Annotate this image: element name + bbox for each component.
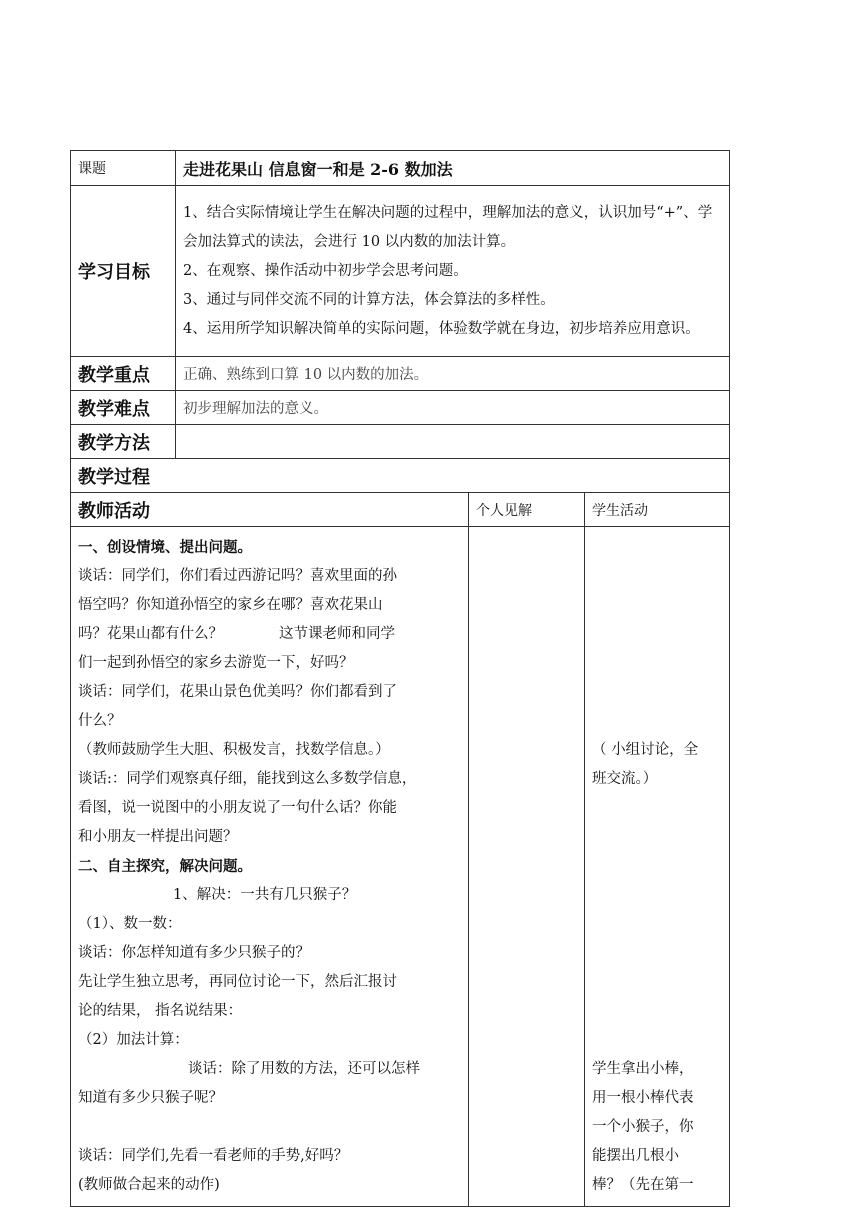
text-segment: 吗？花果山都有什么？ [78,626,223,642]
key-point-label: 教学重点 [71,357,176,391]
teacher-activity-cell [71,527,469,1207]
method-row [71,425,730,459]
text-line: (教师做合起来的动作) [78,1177,220,1193]
difficulty-row [71,391,730,425]
text-line: 论的结果， 指名说结果： [78,1003,243,1019]
text-segment: 这节课老师和同学 [279,626,395,642]
columns-header-row [71,493,730,527]
lesson-plan-table [70,150,730,1207]
text-line: 谈话：同学们，花果山景色优美吗？你们都看到了 [78,684,397,700]
text-line: 悟空吗？你知道孙悟空的家乡在哪？喜欢花果山 [78,597,383,613]
text-line: 谈话：同学们，你们看过西游记吗？喜欢里面的孙 [78,568,397,584]
text-line: 什么？ [78,713,122,729]
goal-item: 2、在观察、操作活动中初步学会思考问题。 [183,262,468,279]
text-line: 谈话：你怎样知道有多少只猴子的？ [78,945,310,961]
topic-label: 课题 [71,151,176,186]
text-line: 谈话：除了用数的方法，还可以怎样 [188,1061,420,1077]
process-row [71,459,730,493]
section-heading: 二、自主探究，解决问题。 [78,858,252,875]
text-line: （1）、数一数： [78,916,182,932]
goals-list [176,186,730,357]
goal-item: 1、结合实际情境让学生在解决问题的过程中，理解加法的意义，认识加号“+”、学会加法算式的读法，会进行 10 以内数的加法计算。 [183,204,713,250]
student-text-line: 用一根小棒代表 [592,1090,694,1106]
method-label: 教学方法 [71,425,176,459]
topic-value: 走进花果山 信息窗一和是 2-6 数加法 [176,151,730,186]
text-line: 先让学生独立思考，再同位讨论一下，然后汇报讨 [78,974,397,990]
text-line: 们一起到孙悟空的家乡去游览一下，好吗？ [78,655,354,671]
text-line: （2）加法计算： [78,1032,189,1048]
personal-view-cell [469,527,585,1207]
goals-row [71,186,730,357]
difficulty-value: 初步理解加法的意义。 [176,391,730,425]
text-line: 看图，说一说图中的小朋友说了一句什么话？你能 [78,800,397,816]
difficulty-label: 教学难点 [71,391,176,425]
text-line: （教师鼓励学生大胆、积极发言，找数学信息。） [78,742,390,758]
student-text-line: 一个小猴子，你 [592,1119,694,1135]
activities-row [71,527,730,1207]
goals-label: 学习目标 [71,186,176,357]
text-line: 谈话：同学们,先看一看老师的手势,好吗？ [78,1148,349,1164]
text-line [78,620,461,649]
teacher-activity-header: 教师活动 [71,493,469,527]
text-line: 知道有多少只猴子呢？ [78,1090,223,1106]
key-point-value: 正确、熟练到口算 10 以内数的加法。 [176,357,730,391]
student-activity-cell [585,527,730,1207]
key-point-row [71,357,730,391]
text-line: 1、解决：一共有几只猴子？ [173,887,357,903]
section-heading: 一、创设情境、提出问题。 [78,539,252,556]
student-activity-header: 学生活动 [585,493,730,527]
method-value [176,425,730,459]
process-label: 教学过程 [71,459,730,493]
goal-item: 4、运用所学知识解决简单的实际问题，体验数学就在身边，初步培养应用意识。 [183,320,700,337]
text-line: 和小朋友一样提出问题？ [78,829,238,845]
personal-view-header: 个人见解 [469,493,585,527]
student-text-line: 学生拿出小棒， [592,1061,694,1077]
text-line: 谈话:：同学们观察真仔细，能找到这么多数学信息， [78,771,417,787]
student-text-line: 棒？（先在第一 [592,1177,694,1193]
topic-row [71,151,730,186]
goal-item: 3、通过与同伴交流不同的计算方法，体会算法的多样性。 [183,291,555,308]
student-text-line: （ 小组讨论，全 [592,742,699,758]
student-text-line: 班交流。） [592,771,658,787]
student-text-line: 能摆出几根小 [592,1148,679,1164]
